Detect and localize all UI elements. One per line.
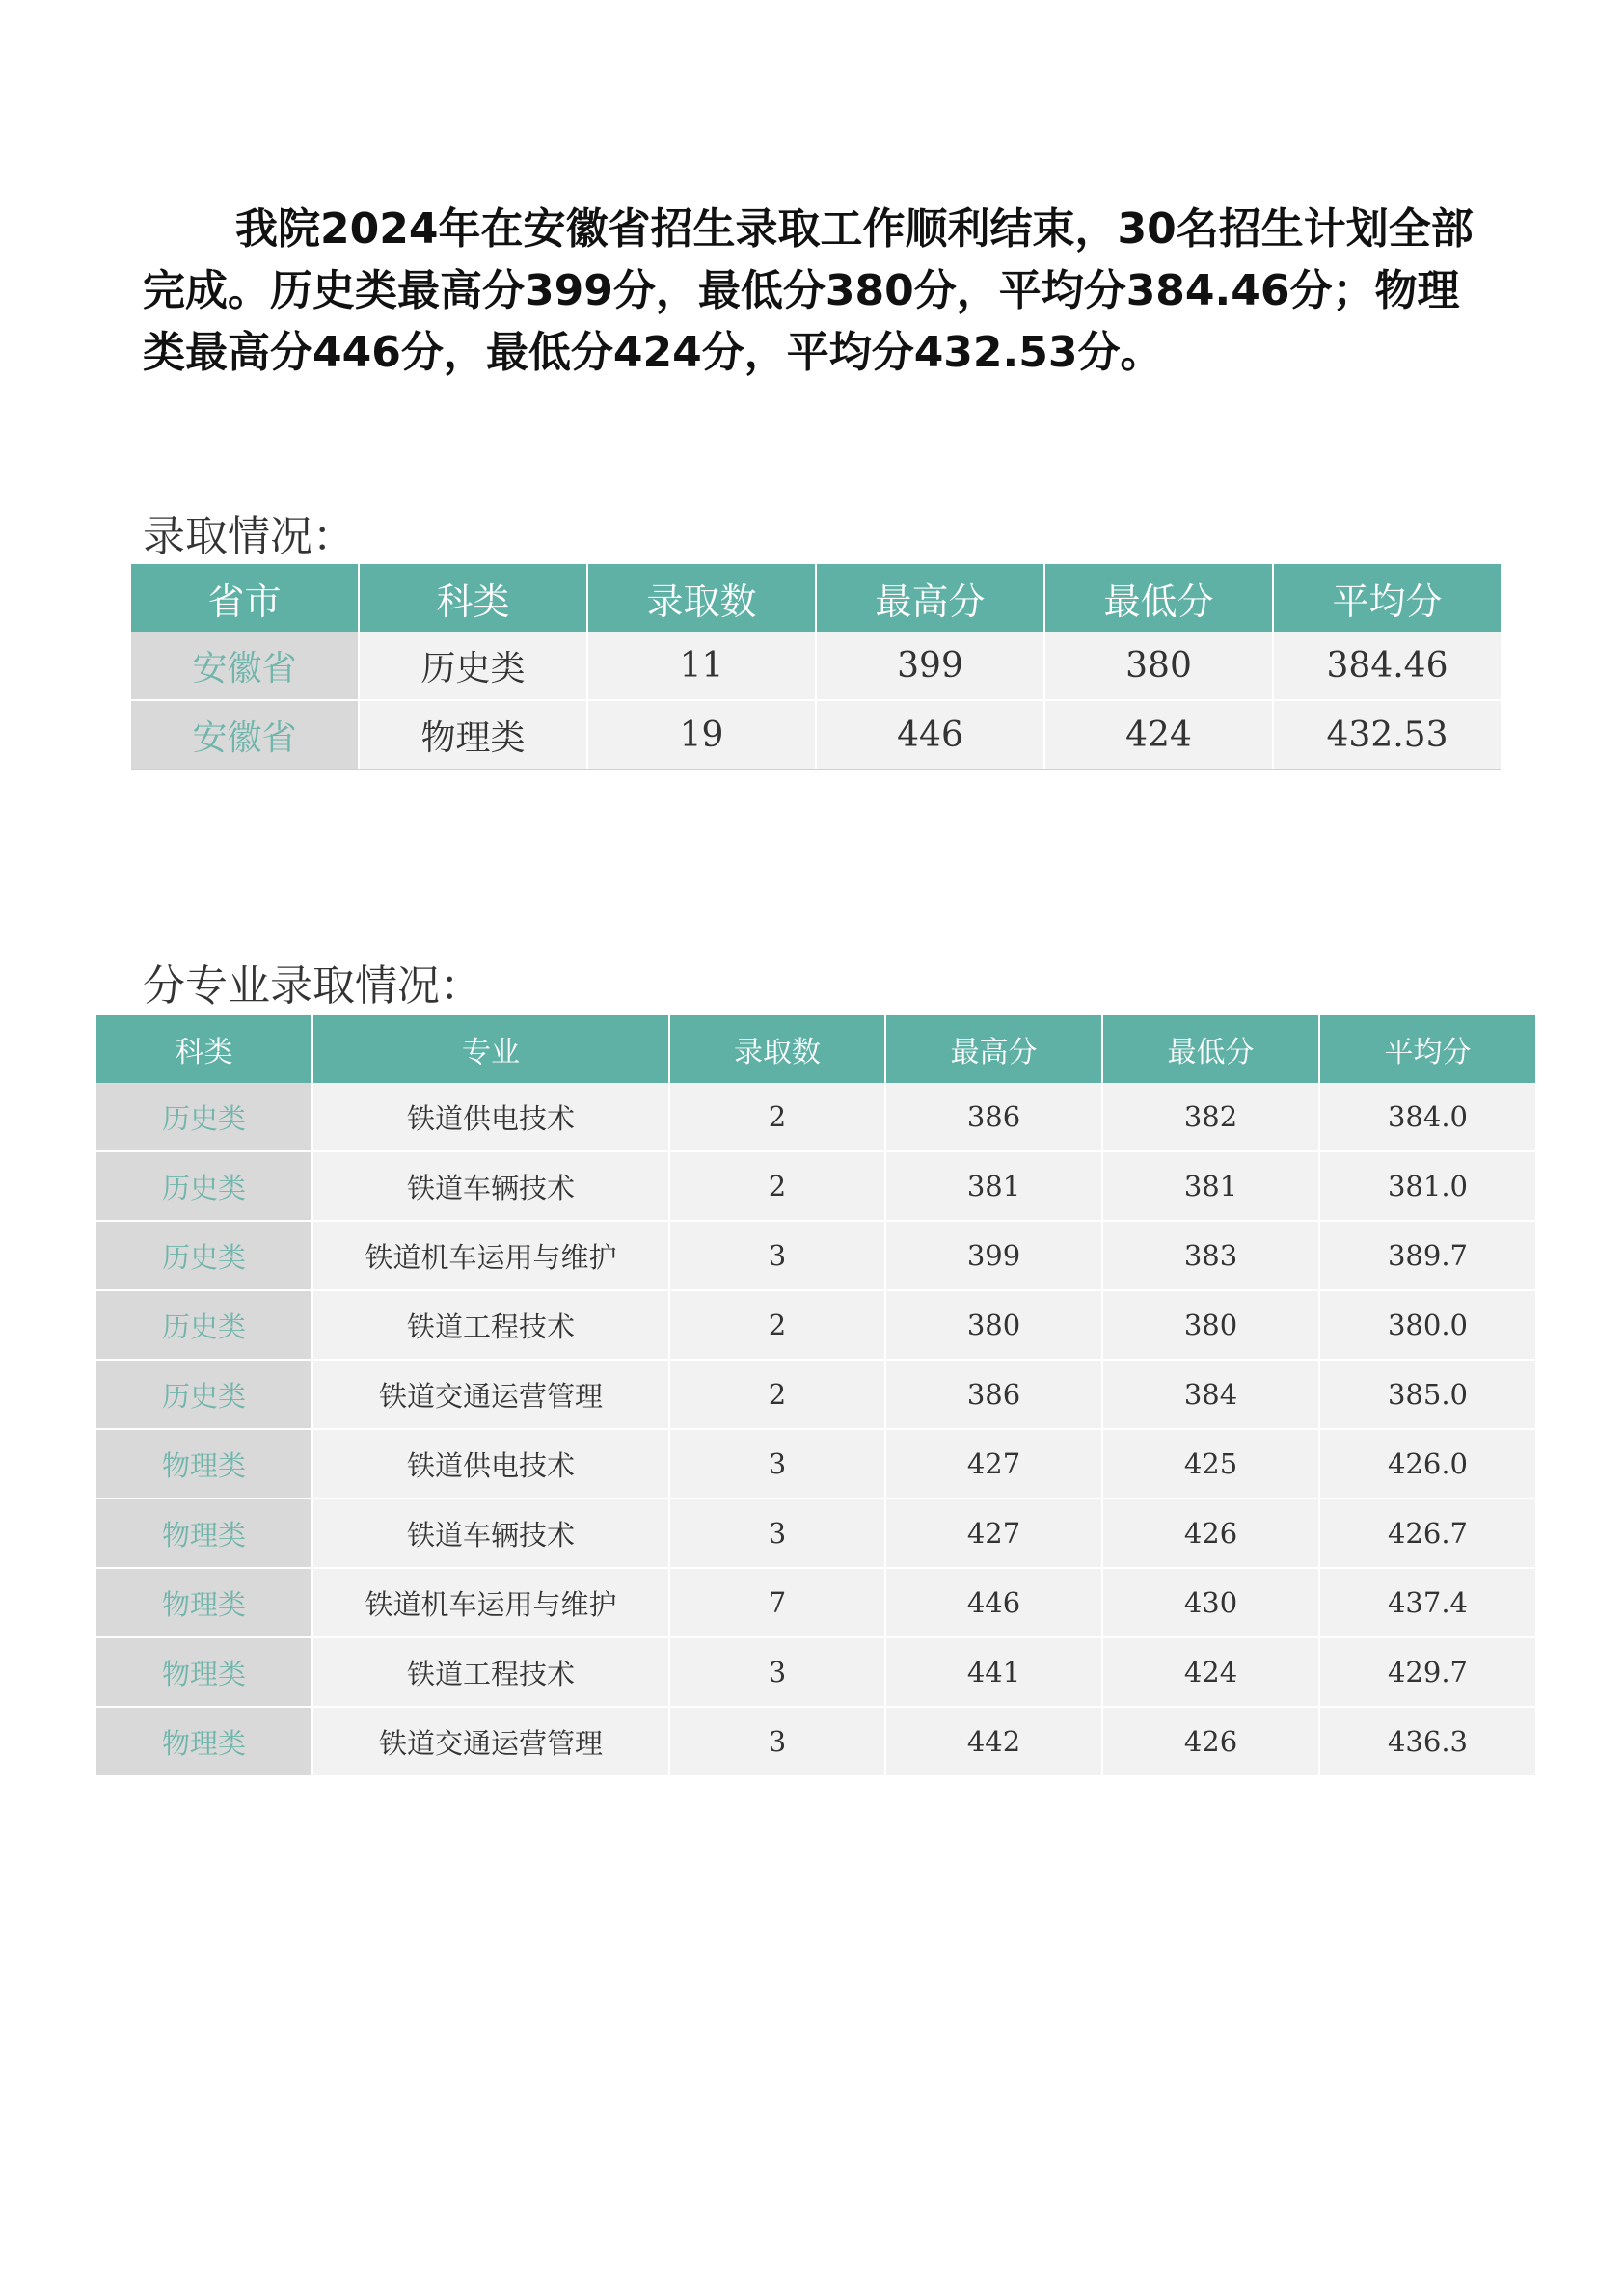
table-cell: 3 [669,1221,885,1290]
admission-summary-table [131,564,1501,770]
table-cell: 446 [816,700,1044,770]
column-header: 科类 [359,564,587,632]
table-cell: 2 [669,1290,885,1360]
table-cell: 2 [669,1360,885,1429]
table-cell: 3 [669,1429,885,1499]
table-cell: 381 [1102,1151,1319,1221]
table-cell: 历史类 [96,1360,312,1429]
column-header: 最高分 [885,1015,1102,1083]
table-cell: 物理类 [96,1637,312,1707]
table-header-row [96,1015,1535,1083]
table-row [96,1707,1535,1776]
table-cell: 426.0 [1319,1429,1535,1499]
column-header: 录取数 [669,1015,885,1083]
table-cell: 3 [669,1707,885,1776]
table-cell: 426 [1102,1499,1319,1568]
table-cell: 386 [885,1083,1102,1151]
table-cell: 446 [885,1568,1102,1637]
table-cell: 380 [1044,632,1273,700]
table-cell: 384.46 [1273,632,1501,700]
column-header: 专业 [312,1015,669,1083]
table-cell: 历史类 [96,1221,312,1290]
table-row [96,1637,1535,1707]
table-cell: 427 [885,1429,1102,1499]
table-cell: 历史类 [359,632,587,700]
table-cell: 432.53 [1273,700,1501,770]
column-header: 平均分 [1273,564,1501,632]
table-cell: 424 [1044,700,1273,770]
table-cell: 铁道工程技术 [312,1290,669,1360]
table-cell: 历史类 [96,1083,312,1151]
table-row [96,1499,1535,1568]
table-cell: 399 [816,632,1044,700]
table-row [96,1429,1535,1499]
column-header: 最低分 [1102,1015,1319,1083]
table-cell: 物理类 [96,1499,312,1568]
table-cell: 384 [1102,1360,1319,1429]
table-cell: 铁道工程技术 [312,1637,669,1707]
column-header: 科类 [96,1015,312,1083]
table-row [96,1221,1535,1290]
table-cell: 383 [1102,1221,1319,1290]
table-row [96,1568,1535,1637]
table-cell: 历史类 [96,1290,312,1360]
table-cell: 426 [1102,1707,1319,1776]
table-row [131,632,1501,700]
table-cell: 铁道交通运营管理 [312,1707,669,1776]
table-cell: 3 [669,1499,885,1568]
table-cell: 铁道机车运用与维护 [312,1221,669,1290]
table-cell: 386 [885,1360,1102,1429]
table-cell: 铁道车辆技术 [312,1151,669,1221]
table-cell: 384.0 [1319,1083,1535,1151]
column-header: 省市 [131,564,359,632]
table-cell: 3 [669,1637,885,1707]
column-header: 最低分 [1044,564,1273,632]
column-header: 录取数 [587,564,816,632]
table-cell: 铁道交通运营管理 [312,1360,669,1429]
column-header: 最高分 [816,564,1044,632]
table-cell: 430 [1102,1568,1319,1637]
intro-paragraph: 我院2024年在安徽省招生录取工作顺利结束，30名招生计划全部完成。历史类最高分399分，最低分380分，平均分384.46分；物理类最高分446分，最低分424分，平均分432.53分。 [143,204,1474,377]
table-cell: 历史类 [96,1151,312,1221]
table-cell: 铁道机车运用与维护 [312,1568,669,1637]
major-admission-title: 分专业录取情况： [143,961,482,1011]
table-row [96,1151,1535,1221]
table-cell: 436.3 [1319,1707,1535,1776]
table-cell: 11 [587,632,816,700]
table-cell: 380.0 [1319,1290,1535,1360]
table-cell: 429.7 [1319,1637,1535,1707]
table-cell: 物理类 [96,1707,312,1776]
table-cell: 物理类 [359,700,587,770]
table-cell: 安徽省 [131,700,359,770]
table-row [96,1360,1535,1429]
table-cell: 铁道车辆技术 [312,1499,669,1568]
table-cell: 385.0 [1319,1360,1535,1429]
table-cell: 382 [1102,1083,1319,1151]
table-cell: 物理类 [96,1429,312,1499]
table-cell: 425 [1102,1429,1319,1499]
table-cell: 380 [885,1290,1102,1360]
table-cell: 19 [587,700,816,770]
table-cell: 427 [885,1499,1102,1568]
table-cell: 安徽省 [131,632,359,700]
admission-summary-title: 录取情况： [143,512,355,561]
table-cell: 441 [885,1637,1102,1707]
table-cell: 7 [669,1568,885,1637]
table-cell: 381.0 [1319,1151,1535,1221]
table-cell: 380 [1102,1290,1319,1360]
table-cell: 物理类 [96,1568,312,1637]
table-cell: 铁道供电技术 [312,1429,669,1499]
table-cell: 2 [669,1151,885,1221]
table-cell: 424 [1102,1637,1319,1707]
table-row [131,700,1501,770]
table-cell: 铁道供电技术 [312,1083,669,1151]
table-row [96,1290,1535,1360]
column-header: 平均分 [1319,1015,1535,1083]
major-admission-table [96,1015,1535,1777]
table-cell: 381 [885,1151,1102,1221]
table-header-row [131,564,1501,632]
table-cell: 442 [885,1707,1102,1776]
table-row [96,1083,1535,1151]
table-cell: 399 [885,1221,1102,1290]
table-cell: 426.7 [1319,1499,1535,1568]
table-cell: 2 [669,1083,885,1151]
table-cell: 437.4 [1319,1568,1535,1637]
table-cell: 389.7 [1319,1221,1535,1290]
